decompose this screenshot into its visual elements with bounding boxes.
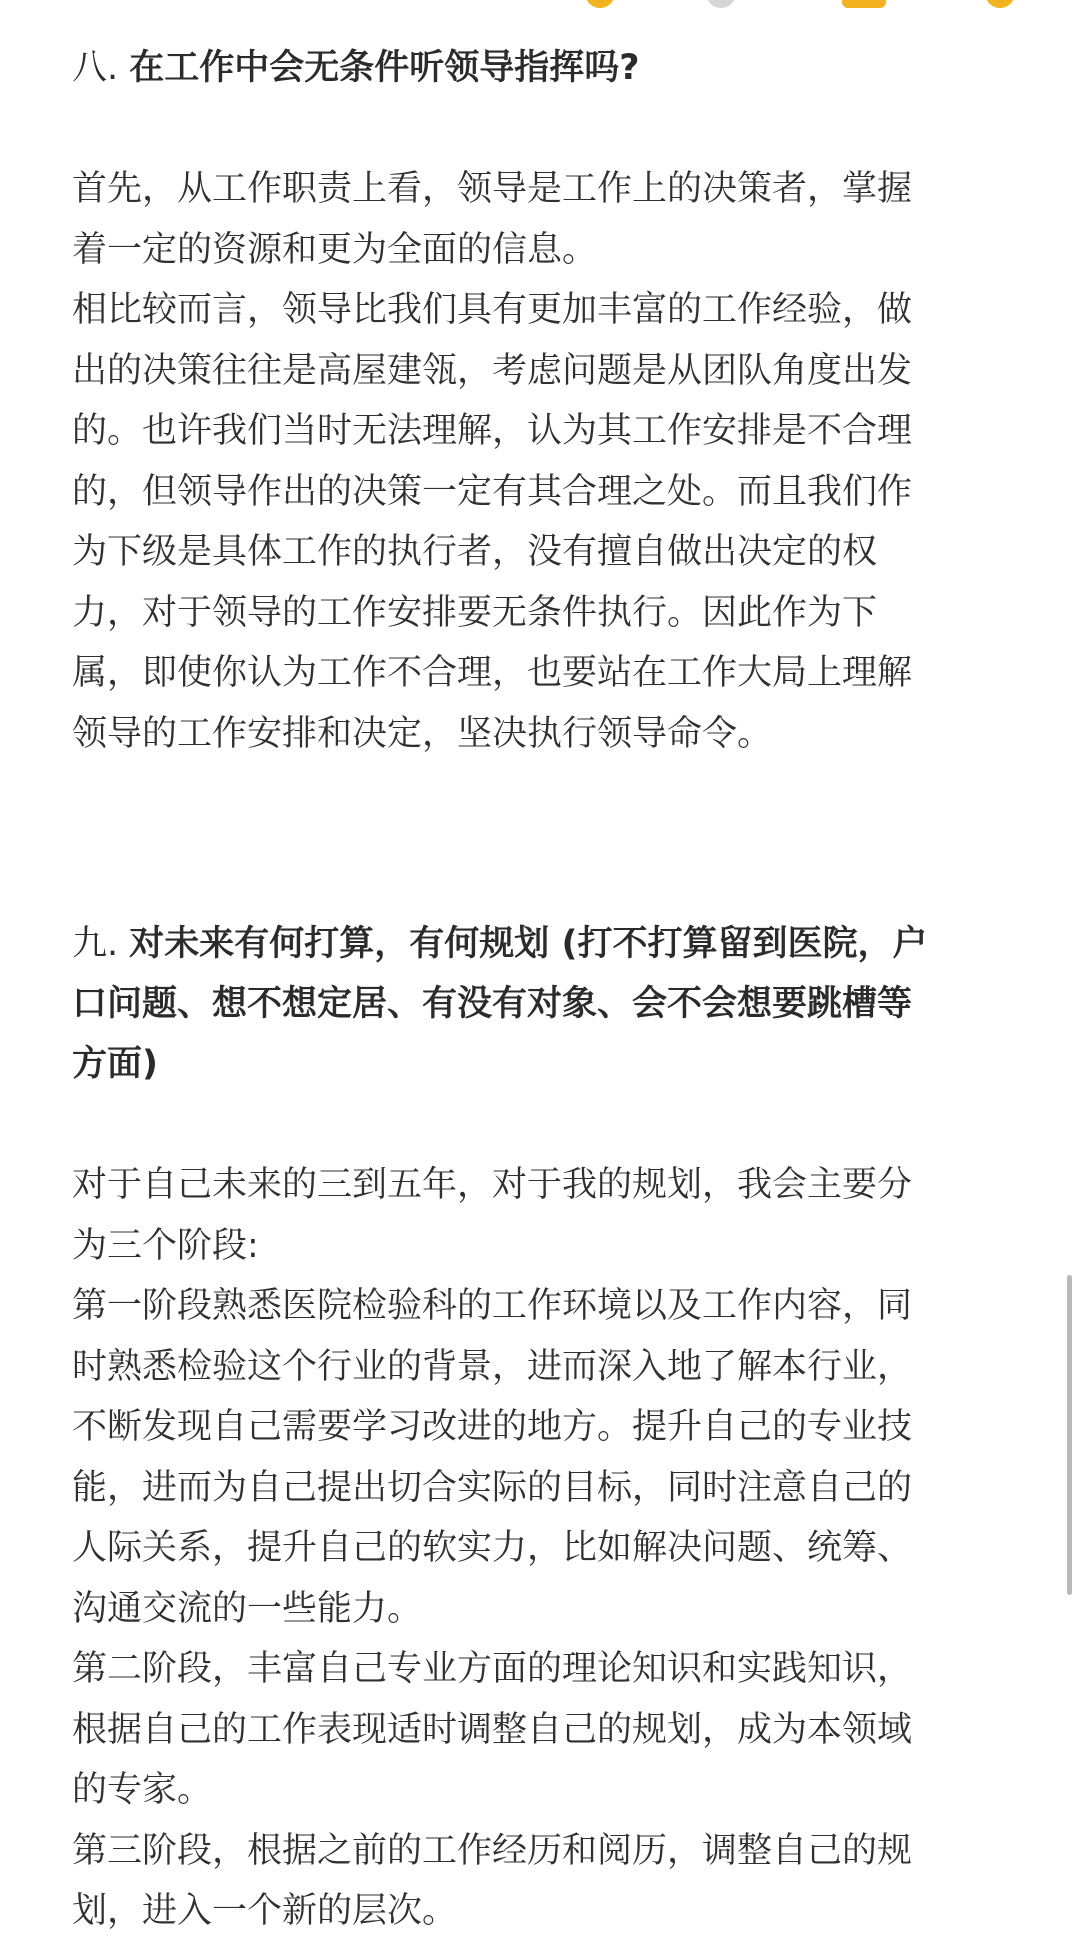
text-line: 时熟悉检验这个行业的背景，进而深入地了解本行业， (72, 1346, 913, 1387)
text-line: 对于自己未来的三到五年，对于我的规划，我会主要分 (72, 1165, 913, 1205)
text-line: 的。也许我们当时无法理解，认为其工作安排是不合理 (72, 411, 913, 451)
text-line: 人际关系，提升自己的软实力，比如解决问题、统筹、 (72, 1528, 913, 1568)
text-line: 相比较而言，领导比我们具有更加丰富的工作经验，做 (72, 290, 913, 330)
section-heading-9 (72, 914, 1007, 974)
section-title-line: 方面) (72, 1044, 158, 1084)
text-line: 第一阶段熟悉医院检验科的工作环境以及工作内容，同 (72, 1286, 913, 1326)
text-line: 第二阶段，丰富自己专业方面的理论知识和实践知识， (72, 1649, 913, 1689)
text-line: 属，即使你认为工作不合理，也要站在工作大局上理解 (72, 653, 913, 693)
text-line: 为三个阶段: (72, 1225, 259, 1266)
article-body (72, 38, 1007, 1942)
section-heading-8 (72, 38, 1007, 98)
text-line: 沟通交流的一些能力。 (72, 1588, 423, 1629)
text-line: 着一定的资源和更为全面的信息。 (72, 229, 598, 270)
text-line: 力，对于领导的工作安排要无条件执行。因此作为下 (72, 592, 878, 633)
text-line: 不断发现自己需要学习改进的地方。提升自己的专业技 (72, 1407, 913, 1447)
section-number: 九. (72, 924, 130, 964)
text-line: 首先，从工作职责上看，领导是工作上的决策者，掌握 (72, 169, 913, 209)
reaction-icon[interactable] (985, 0, 1015, 8)
scrollbar-thumb[interactable] (1067, 1275, 1072, 1595)
text-line: 出的决策往往是高屋建瓴，考虑问题是从团队角度出发 (72, 350, 913, 391)
reaction-icon[interactable] (842, 0, 886, 8)
text-line: 的，但领导作出的决策一定有其合理之处。而且我们作 (72, 471, 913, 512)
section-number: 八. (72, 48, 130, 88)
section-title-line: 口问题、想不想定居、有没有对象、会不会想要跳槽等 (72, 984, 913, 1024)
section-title-line: 对未来有何打算，有何规划 (打不打算留到医院，户 (129, 924, 928, 964)
section-title: 在工作中会无条件听领导指挥吗? (129, 48, 640, 88)
text-line: 的专家。 (72, 1770, 213, 1810)
top-reaction-icons (0, 0, 1080, 8)
text-line: 划，进入一个新的层次。 (72, 1891, 458, 1931)
reaction-icon[interactable] (706, 0, 736, 8)
text-line: 能，进而为自己提出切合实际的目标，同时注意自己的 (72, 1467, 913, 1508)
text-line: 第三阶段，根据之前的工作经历和阅历，调整自己的规 (72, 1830, 913, 1871)
text-line: 为下级是具体工作的执行者，没有擅自做出决定的权 (72, 532, 878, 572)
reaction-icon[interactable] (585, 0, 615, 8)
text-line: 领导的工作安排和决定，坚决执行领导命令。 (72, 713, 773, 754)
text-line: 根据自己的工作表现适时调整自己的规划，成为本领域 (72, 1709, 913, 1750)
